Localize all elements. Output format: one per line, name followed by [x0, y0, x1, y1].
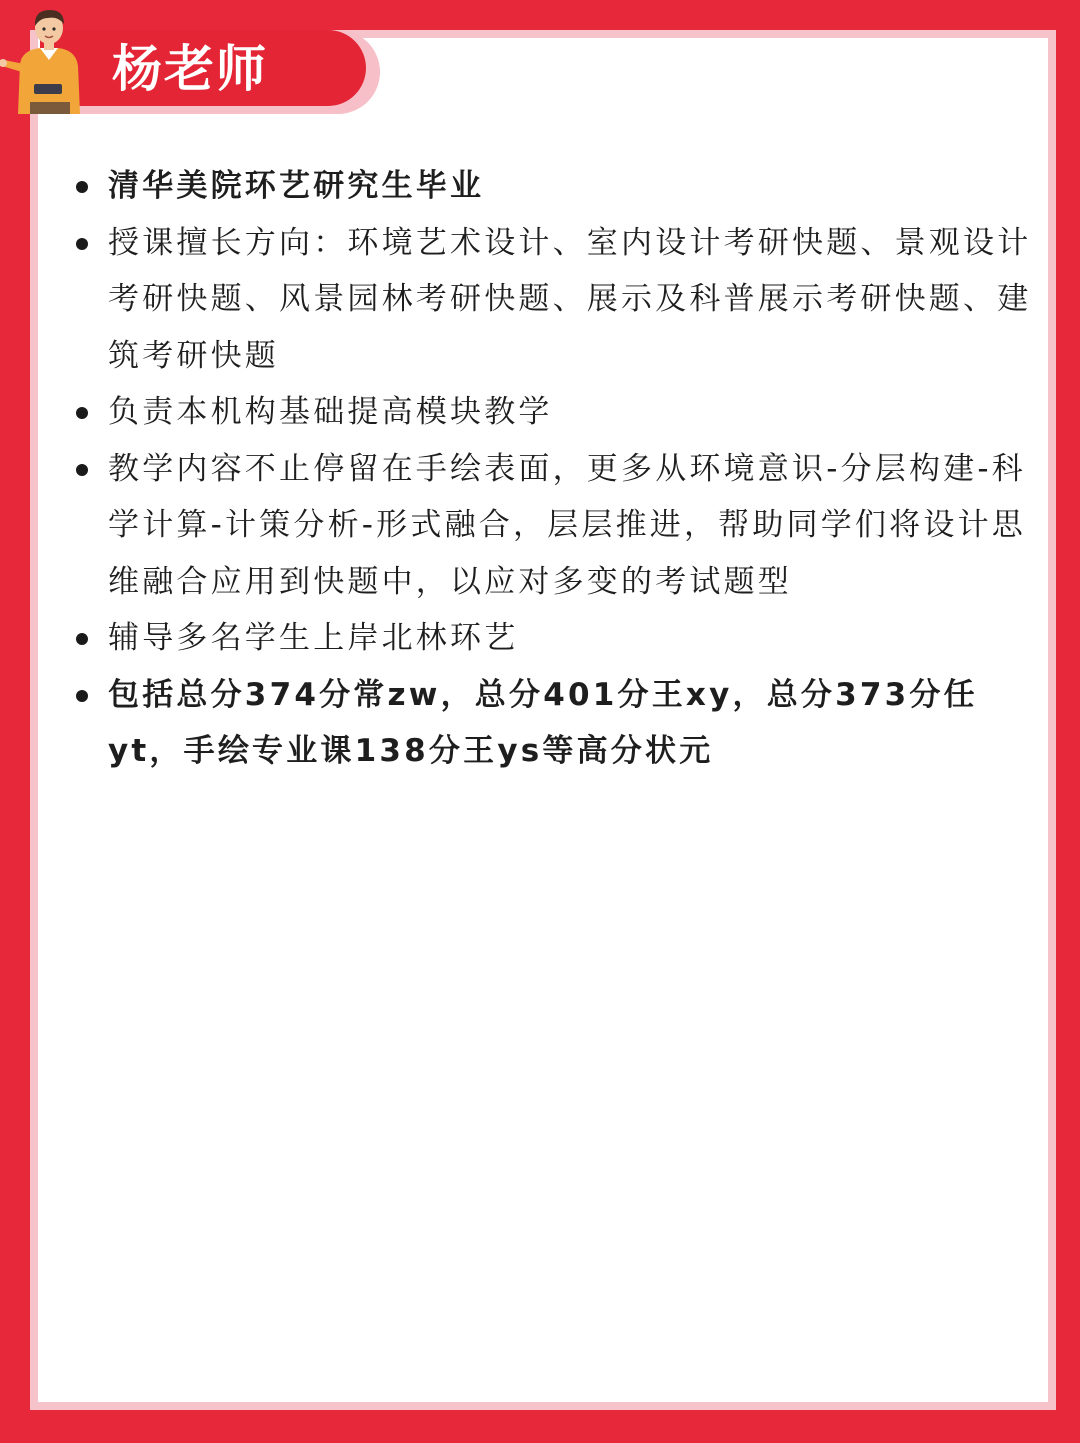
teacher-illustration-icon [0, 2, 96, 114]
list-item [72, 667, 1032, 780]
list-item-text: 授课擅长方向：环境艺术设计、室内设计考研快题、景观设计考研快题、风景园林考研快题、展示及科普展示考研快题、建筑考研快题 [108, 224, 1032, 374]
list-item-text: 教学内容不止停留在手绘表面，更多从环境意识-分层构建-科学计算-计策分析-形式融合，层层推进，帮助同学们将设计思维融合应用到快题中，以应对多变的考试题型 [108, 450, 1026, 600]
list-item [72, 215, 1032, 385]
bullet-dot-icon [76, 464, 88, 476]
bullet-dot-icon [76, 407, 88, 419]
list-item-text: 辅导多名学生上岸北林环艺 [108, 620, 519, 656]
profile-bullet-list [72, 158, 1032, 780]
list-item-text: 包括总分374分常zw，总分401分王xy，总分373分任yt，手绘专业课138分王ys等高分状元 [108, 676, 978, 769]
bullet-dot-icon [76, 181, 88, 193]
list-item-text: 负责本机构基础提高模块教学 [108, 394, 553, 430]
list-item [72, 384, 1032, 441]
bullet-dot-icon [76, 633, 88, 645]
list-item-text: 清华美院环艺研究生毕业 [108, 168, 485, 204]
list-item [72, 158, 1032, 215]
bullet-dot-icon [76, 238, 88, 250]
teacher-name-title: 杨老师 [112, 40, 268, 98]
list-item [72, 441, 1032, 611]
list-item [72, 610, 1032, 667]
bullet-dot-icon [76, 690, 88, 702]
